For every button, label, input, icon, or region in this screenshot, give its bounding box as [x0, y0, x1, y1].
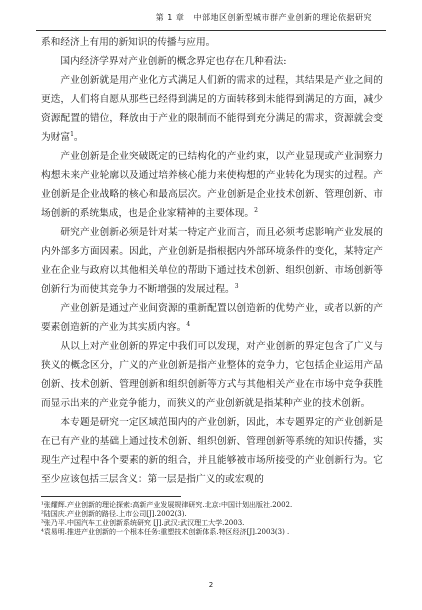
body-text — [41, 33, 383, 489]
paragraph: 研究产业创新必须是针对某一特定产业而言，而且必须考虑影响产业发展的内外部多方面因素。因此，产业创新是指根据内外部环境条件的变化，某特定产业在企业与政府以其他相关单位的帮助下通过技术创新、组织创新、市场创新等创新行为而使其竞争力不断增强的发展过程。$^3$ — [41, 227, 383, 295]
paragraph: 产业创新是企业突破既定的已结构化的产业约束，以产业显现或产业洞察力构想未来产业轮廓以及通过培养核心能力来使构想的产业转化为现实的过程。产业创新是企业战略的核心和最高层次。产业创新是企业技术创新、管理创新、市场创新的系统集成，也是企业家精神的主要体现。$^2$ — [41, 151, 383, 219]
header-rule — [36, 30, 386, 31]
footnote-ref: 3 — [234, 282, 239, 290]
footnote-ref: 4 — [186, 320, 191, 328]
paragraph: 产业创新是通过产业间资源的重新配置以创造新的优势产业，或者以新的产要素创造新的产业为其实质内容。$^4$ — [41, 303, 383, 333]
footnote-ref: 2 — [254, 206, 258, 214]
footnotes — [41, 501, 383, 537]
footnote-rule — [41, 496, 181, 497]
page-number: 2 — [208, 581, 214, 589]
page-header — [0, 12, 422, 23]
paragraph: 本专题是研究一定区域范围内的产业创新，因此，本专题界定的产业创新是在已有产业的基础上通过技术创新、组织创新、管理创新等系统的知识传播，实现生产过程中各个要素的新的组合，并且能够被市场所接受的产业创新行为。它至少应该包括三层含义：第一层是指广义的或宏观的 — [41, 417, 383, 485]
paragraph: 系和经济上有用的新知识的传播与应用。 — [41, 37, 216, 48]
footnote: ¹张耀辉.产业创新的理论探索:高新产业发展规律研究.北京:中国计划出版社.2002. — [41, 501, 293, 509]
paragraph: 产业创新就是用产业化方式满足人们新的需求的过程，其结果是产业之间的更迭，人们将自愿从那些已经得到满足的方面转移到未能得到满足的方面，减少资源配置的错位，释放由于产业的限制而不能得到充分满足的需求，资源就会变为财富$^1$。 — [41, 75, 383, 143]
footnote: ²陆国庆.产业创新的路径.上市公司[J].2002(3). — [41, 510, 187, 518]
paragraph: 国内经济学界对产业创新的概念界定也存在几种看法: — [60, 56, 287, 67]
footnote-ref: 1 — [70, 130, 74, 138]
chapter-title: 中部地区创新型城市群产业创新的理论依据研究 — [193, 13, 372, 22]
footnote: ³张乃平.中国汽车工业创新系统研究 [J].武汉:武汉理工大学.2003. — [41, 519, 245, 527]
chapter-label: 第 1 章 — [155, 13, 185, 22]
paragraph: 从以上对产业创新的界定中我们可以发现，对产业创新的界定包含了广义与狭义的概念区分，广义的产业创新是指产业整体的竞争力，它包括企业运用产品创新、技术创新、管理创新和组织创新等方式与其他相关产业在市场中竞争获胜而显示出来的产业竞争能力，而狭义的产业创新就是指某种产业的技术创新。 — [41, 341, 383, 409]
footnote: ⁴袁易明.推进产业创新的一个根本任务:重塑技术创新体系.特区经济[J].2003(3) . — [41, 528, 290, 536]
